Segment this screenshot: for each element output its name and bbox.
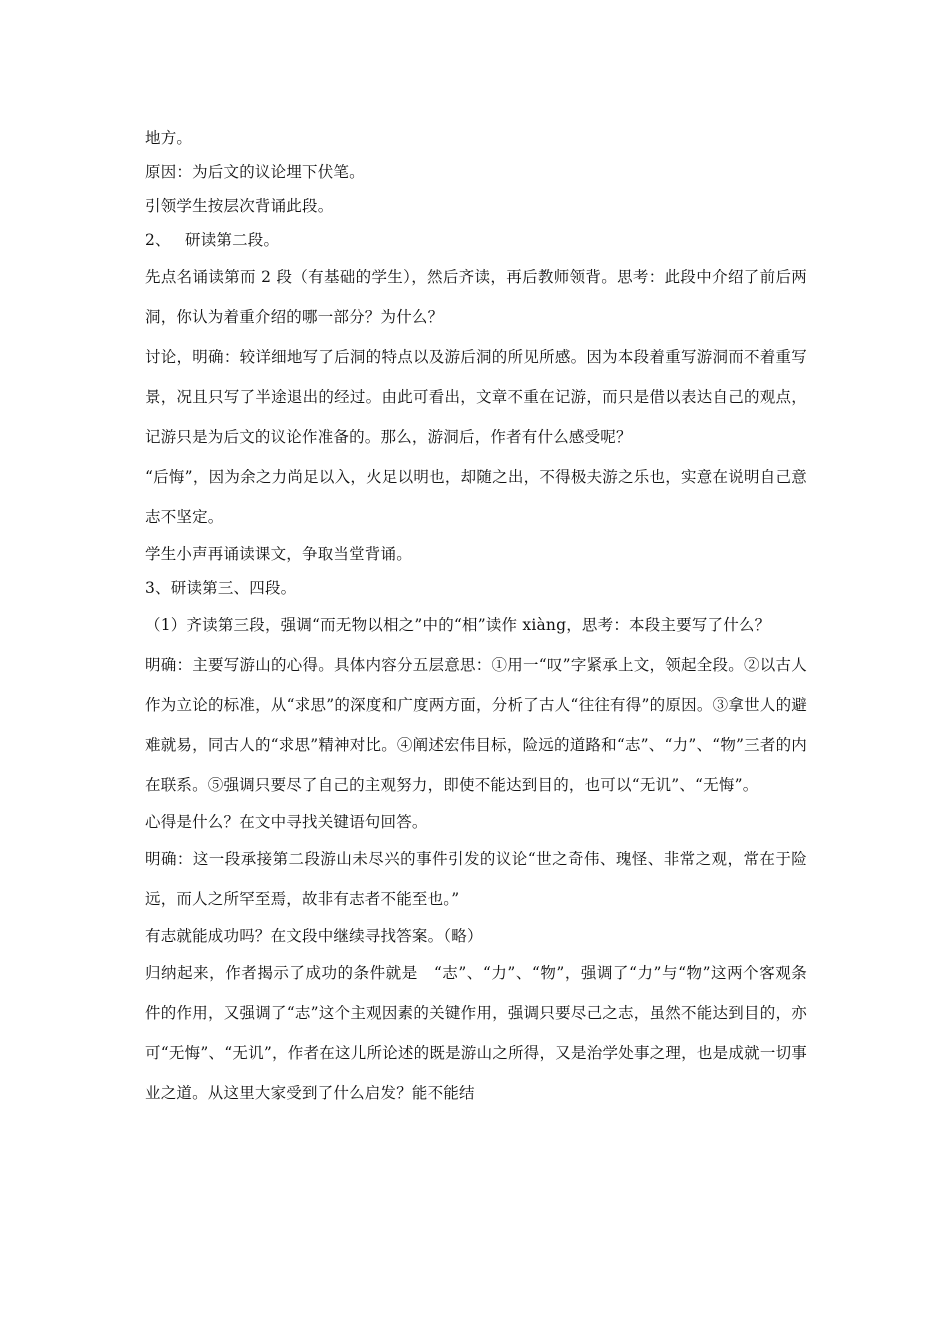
- paragraph-line: 学生小声再诵读课文，争取当堂背诵。: [145, 545, 412, 563]
- paragraph-line: 有志就能成功吗？在文段中继续寻找答案。（略）: [145, 927, 483, 945]
- paragraph: 归纳起来，作者揭示了成功的条件就是 “志”、“力”、“物”，强调了“力”与“物”这两个客观条件的作用，又强调了“志”这个主观因素的关键作用，强调只要尽己之志，虽然不能达到目的，亦可“无悔”、“无讥”，作者在这儿所论述的既是游山之所得，又是治学处事之理，也是成就一切事业之道。从这里大家受到了什么启发？能不能结: [145, 964, 807, 1102]
- paragraph-line: 引领学生按层次背诵此段。: [145, 197, 334, 215]
- paragraph-line: 心得是什么？在文中寻找关键语句回答。: [145, 813, 428, 831]
- paragraph: 明确：主要写游山的心得。具体内容分五层意思：①用一“叹”字紧承上文，领起全段。②以古人作为立论的标准，从“求思”的深度和广度两方面，分析了古人“往往有得”的原因。③拿世人的避难就易，同古人的“求思”精神对比。④阐述宏伟目标，险远的道路和“志”、“力”、“物”三者的内在联系。⑤强调只要尽了自己的主观努力，即使不能达到目的，也可以“无讥”、“无悔”。: [145, 656, 807, 794]
- paragraph: 讨论，明确：较详细地写了后洞的特点以及游后洞的所见所感。因为本段着重写游洞而不着重写景，况且只写了半途退出的经过。由此可看出，文章不重在记游，而只是借以表达自己的观点，记游只是为后文的议论作准备的。那么，游洞后，作者有什么感受呢？: [145, 348, 807, 446]
- document-body: [145, 121, 807, 1113]
- section-heading-2: [145, 223, 807, 257]
- paragraph-line: 地方。: [145, 129, 193, 147]
- paragraph: “后悔”，因为余之力尚足以入，火足以明也，却随之出，不得极夫游之乐也，实意在说明自己意志不坚定。: [145, 468, 807, 526]
- section-heading-3: 3、研读第三、四段。: [145, 579, 297, 597]
- paragraph-line: 原因：为后文的议论埋下伏笔。: [145, 163, 365, 181]
- paragraph: 先点名诵读第而 2 段（有基础的学生），然后齐读，再后教师领背。思考：此段中介绍了前后两洞，你认为着重介绍的哪一部分？为什么？: [145, 268, 807, 326]
- paragraph: 明确：这一段承接第二段游山未尽兴的事件引发的议论“世之奇伟、瑰怪、非常之观，常在于险远，而人之所罕至焉，故非有志者不能至也。”: [145, 850, 807, 908]
- section-title: 研读第二段。: [185, 231, 280, 249]
- paragraph: （1）齐读第三段，强调“而无物以相之”中的“相”读作 xiàng，思考：本段主要写了什么？: [145, 616, 771, 634]
- section-number: 2、: [145, 231, 171, 249]
